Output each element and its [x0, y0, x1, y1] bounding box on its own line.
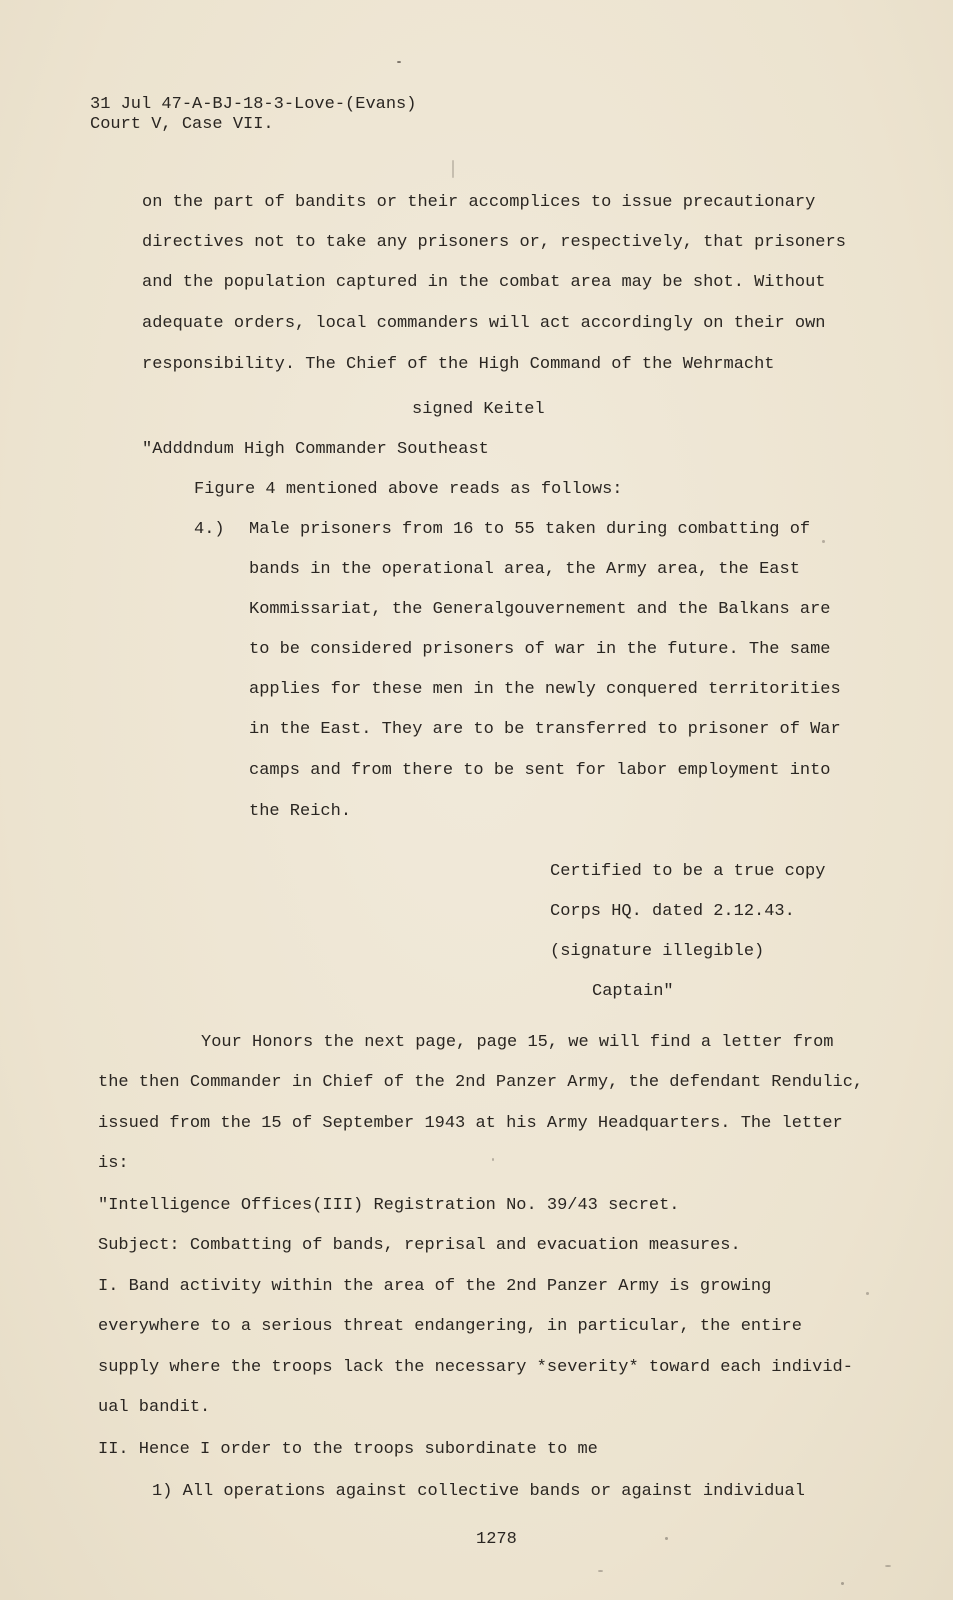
- item-line: Male prisoners from 16 to 55 taken during combatting of: [249, 520, 811, 539]
- header-line-1: 31 Jul 47-A-BJ-18-3-Love-(Evans): [90, 95, 417, 114]
- letter-line: 1) All operations against collective bands or against individual: [152, 1482, 805, 1501]
- addendum-heading: "Adddndum High Commander Southeast: [142, 440, 489, 459]
- certification-line: Captain": [592, 982, 674, 1001]
- letter-line: ual bandit.: [98, 1398, 211, 1417]
- signature-line: signed Keitel: [412, 400, 545, 419]
- text-line: issued from the 15 of September 1943 at his Army Headquarters. The letter: [98, 1114, 843, 1133]
- text-line: on the part of bandits or their accomplices to issue precautionary: [142, 193, 816, 212]
- paper-speck: [866, 1292, 869, 1295]
- item-line: in the East. They are to be transferred to prisoner of War: [249, 720, 841, 739]
- paper-speck: [452, 160, 454, 178]
- item-line: Kommissariat, the Generalgouvernement and the Balkans are: [249, 600, 831, 619]
- text-line: adequate orders, local commanders will act accordingly on their own: [142, 314, 826, 333]
- text-line: Your Honors the next page, page 15, we will find a letter from: [201, 1033, 834, 1052]
- letter-line: II. Hence I order to the troops subordinate to me: [98, 1440, 598, 1459]
- letter-line: Subject: Combatting of bands, reprisal and evacuation measures.: [98, 1236, 741, 1255]
- header-line-2: Court V, Case VII.: [90, 115, 274, 134]
- item-line: the Reich.: [249, 802, 352, 821]
- paper-speck: [665, 1537, 668, 1540]
- letter-line: supply where the troops lack the necessary *severity* toward each individ-: [98, 1358, 853, 1377]
- text-line: and the population captured in the combat area may be shot. Without: [142, 273, 826, 292]
- paper-speck: [822, 540, 825, 543]
- text-line: responsibility. The Chief of the High Command of the Wehrmacht: [142, 355, 775, 374]
- figure-intro: Figure 4 mentioned above reads as follows:: [194, 480, 623, 499]
- paper-speck: [598, 1570, 603, 1572]
- item-line: applies for these men in the newly conquered territorities: [249, 680, 841, 699]
- paper-speck: [397, 61, 401, 63]
- letter-line: everywhere to a serious threat endangering, in particular, the entire: [98, 1317, 802, 1336]
- letter-line: I. Band activity within the area of the 2nd Panzer Army is growing: [98, 1277, 772, 1296]
- text-line: the then Commander in Chief of the 2nd Panzer Army, the defendant Rendulic,: [98, 1073, 864, 1092]
- item-line: bands in the operational area, the Army area, the East: [249, 560, 800, 579]
- paper-speck: [885, 1565, 891, 1567]
- certification-line: Corps HQ. dated 2.12.43.: [550, 902, 795, 921]
- paper-speck: [841, 1582, 844, 1585]
- text-line: is:: [98, 1154, 129, 1173]
- item-line: to be considered prisoners of war in the future. The same: [249, 640, 831, 659]
- item-number: 4.): [194, 520, 225, 539]
- item-line: camps and from there to be sent for labor employment into: [249, 761, 831, 780]
- page-number: 1278: [476, 1530, 517, 1549]
- text-line: directives not to take any prisoners or, respectively, that prisoners: [142, 233, 846, 252]
- certification-line: (signature illegible): [550, 942, 765, 961]
- letter-line: "Intelligence Offices(III) Registration No. 39/43 secret.: [98, 1196, 680, 1215]
- certification-line: Certified to be a true copy: [550, 862, 826, 881]
- paper-speck: [492, 1158, 494, 1161]
